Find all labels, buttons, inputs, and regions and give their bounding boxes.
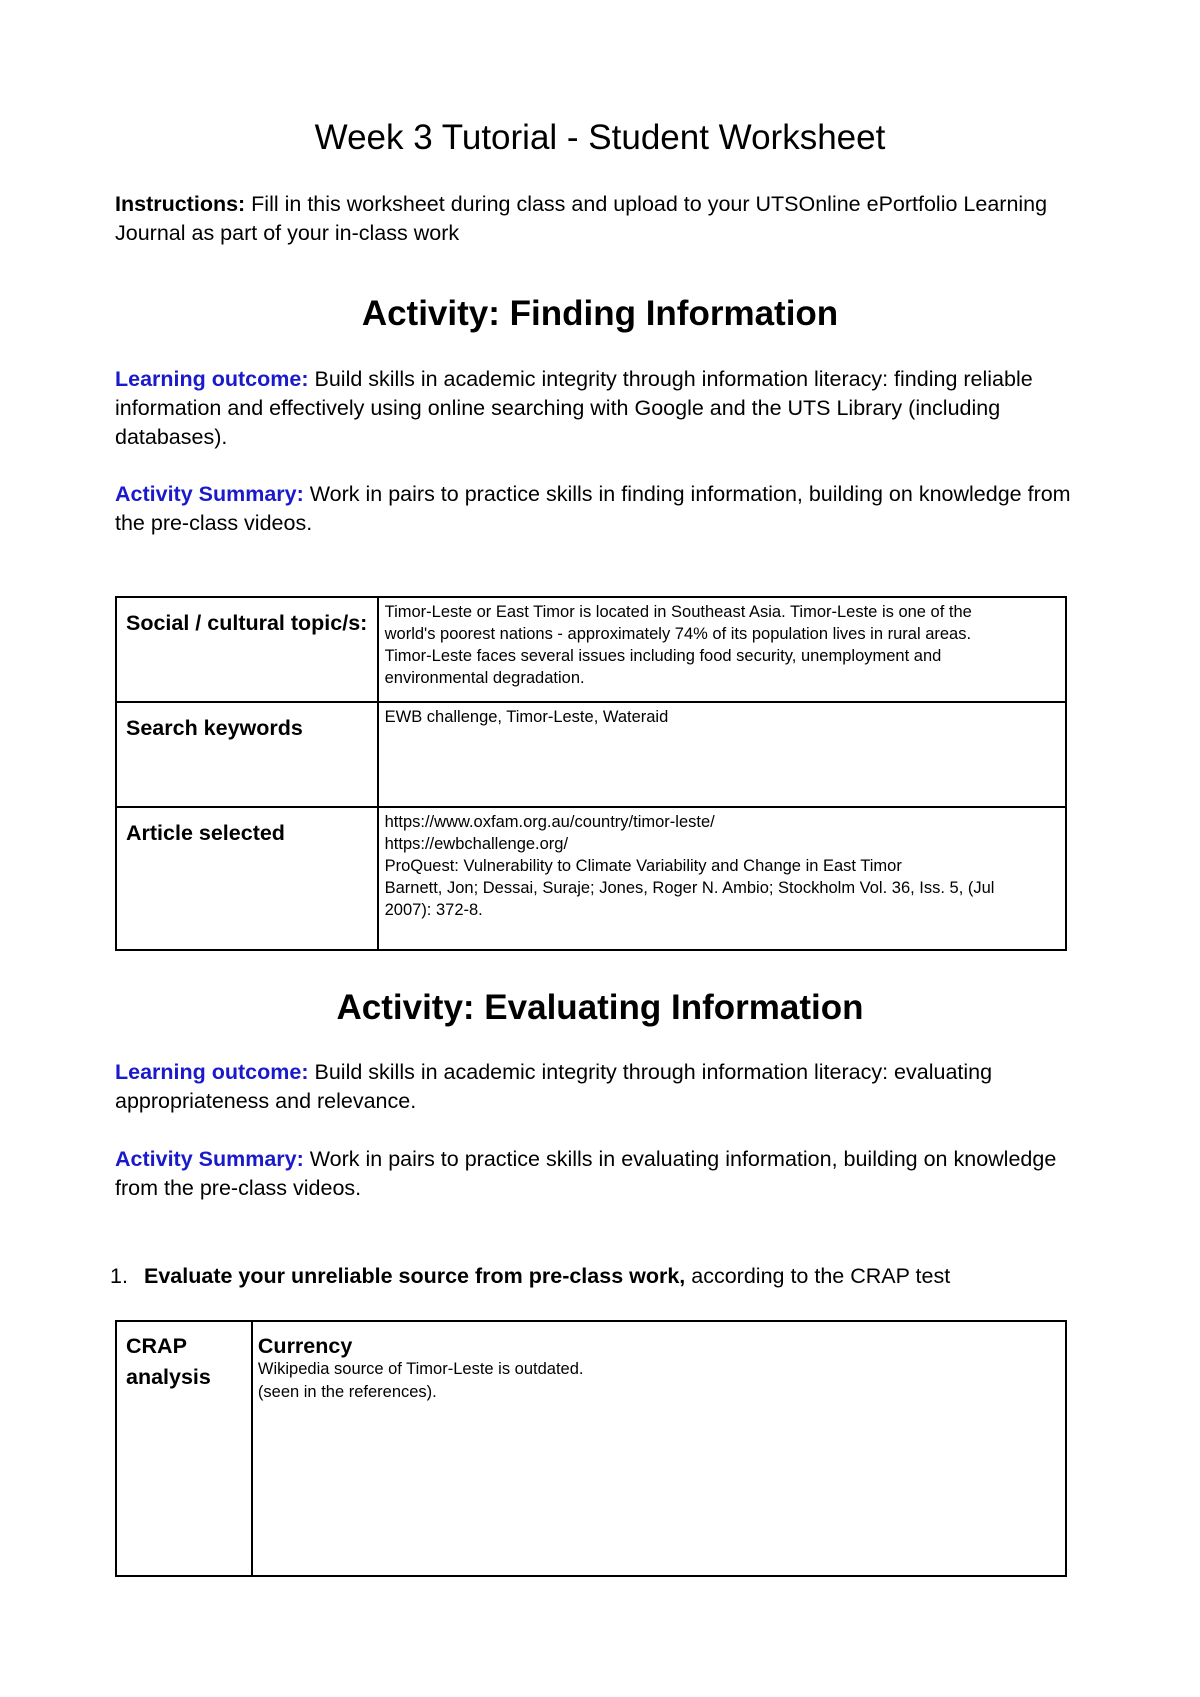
evaluating-heading: Activity: Evaluating Information [336, 988, 864, 1027]
finding-summary-paragraph [115, 480, 1105, 538]
finding-table [115, 596, 1067, 951]
keywords-label: Search keywords [116, 702, 378, 807]
crap-currency-cell[interactable] [252, 1321, 1066, 1576]
article-value[interactable] [378, 807, 1066, 950]
table-row [116, 702, 1066, 807]
evaluating-outcome-label: Learning outcome: [115, 1060, 309, 1084]
finding-outcome-label: Learning outcome: [115, 367, 309, 391]
topic-line: Timor-Leste faces several issues including food security, unemployment and [384, 647, 942, 665]
list-item [110, 1262, 1110, 1291]
currency-line: Wikipedia source of Timor-Leste is outdated. [257, 1360, 584, 1378]
list-number: 1. [110, 1264, 128, 1288]
keywords-value[interactable] [378, 702, 1066, 807]
instructions-label: Instructions: [115, 192, 246, 216]
evaluating-summary-paragraph [115, 1145, 1105, 1203]
instructions-paragraph [115, 190, 1105, 248]
article-line: 2007): 372-8. [384, 901, 483, 919]
finding-outcome-paragraph [115, 365, 1105, 452]
topic-line: world's poorest nations - approximately 74% of its population lives in rural areas. [384, 625, 972, 643]
evaluating-outcome-paragraph [115, 1058, 1105, 1116]
list-item-bold: Evaluate your unreliable source from pre-class work, [144, 1264, 686, 1288]
table-row [116, 807, 1066, 950]
table-row [116, 1321, 1066, 1576]
instructions-text: Fill in this worksheet during class and upload to your UTSOnline ePortfolio Learning Journal as part of your in-class work [115, 192, 1048, 245]
keywords-line: EWB challenge, Timor-Leste, Wateraid [384, 708, 669, 726]
page-title: Week 3 Tutorial - Student Worksheet [314, 118, 886, 157]
currency-line: (seen in the references). [257, 1383, 437, 1401]
topic-value[interactable] [378, 597, 1066, 702]
evaluating-summary-label: Activity Summary: [115, 1147, 304, 1171]
finding-summary-text: Work in pairs to practice skills in finding information, building on knowledge from the pre-class videos. [115, 482, 1071, 535]
currency-heading: Currency [257, 1334, 353, 1358]
crap-label: CRAP analysis [116, 1321, 252, 1576]
article-line: Barnett, Jon; Dessai, Suraje; Jones, Roger N. Ambio; Stockholm Vol. 36, Iss. 5, (Jul [384, 879, 995, 897]
list-item-text: according to the CRAP test [685, 1264, 951, 1288]
evaluating-summary-text: Work in pairs to practice skills in evaluating information, building on knowledge from the pre-class videos. [115, 1147, 1057, 1200]
article-line: https://ewbchallenge.org/ [384, 835, 569, 853]
finding-summary-label: Activity Summary: [115, 482, 304, 506]
topic-label: Social / cultural topic/s: [116, 597, 378, 702]
evaluating-outcome-text: Build skills in academic integrity through information literacy: evaluating appropriateness and relevance. [115, 1060, 993, 1113]
table-row [116, 597, 1066, 702]
finding-outcome-text: Build skills in academic integrity through information literacy: finding reliable information and effectively using online searching with Google and the UTS Library (including databases). [115, 367, 1033, 449]
crap-table [115, 1320, 1067, 1577]
topic-line: Timor-Leste or East Timor is located in Southeast Asia. Timor-Leste is one of the [384, 603, 972, 621]
article-line: ProQuest: Vulnerability to Climate Variability and Change in East Timor [384, 857, 902, 875]
article-label: Article selected [116, 807, 378, 950]
finding-heading: Activity: Finding Information [361, 294, 839, 333]
topic-line: environmental degradation. [384, 669, 585, 687]
article-line: https://www.oxfam.org.au/country/timor-leste/ [384, 813, 715, 831]
